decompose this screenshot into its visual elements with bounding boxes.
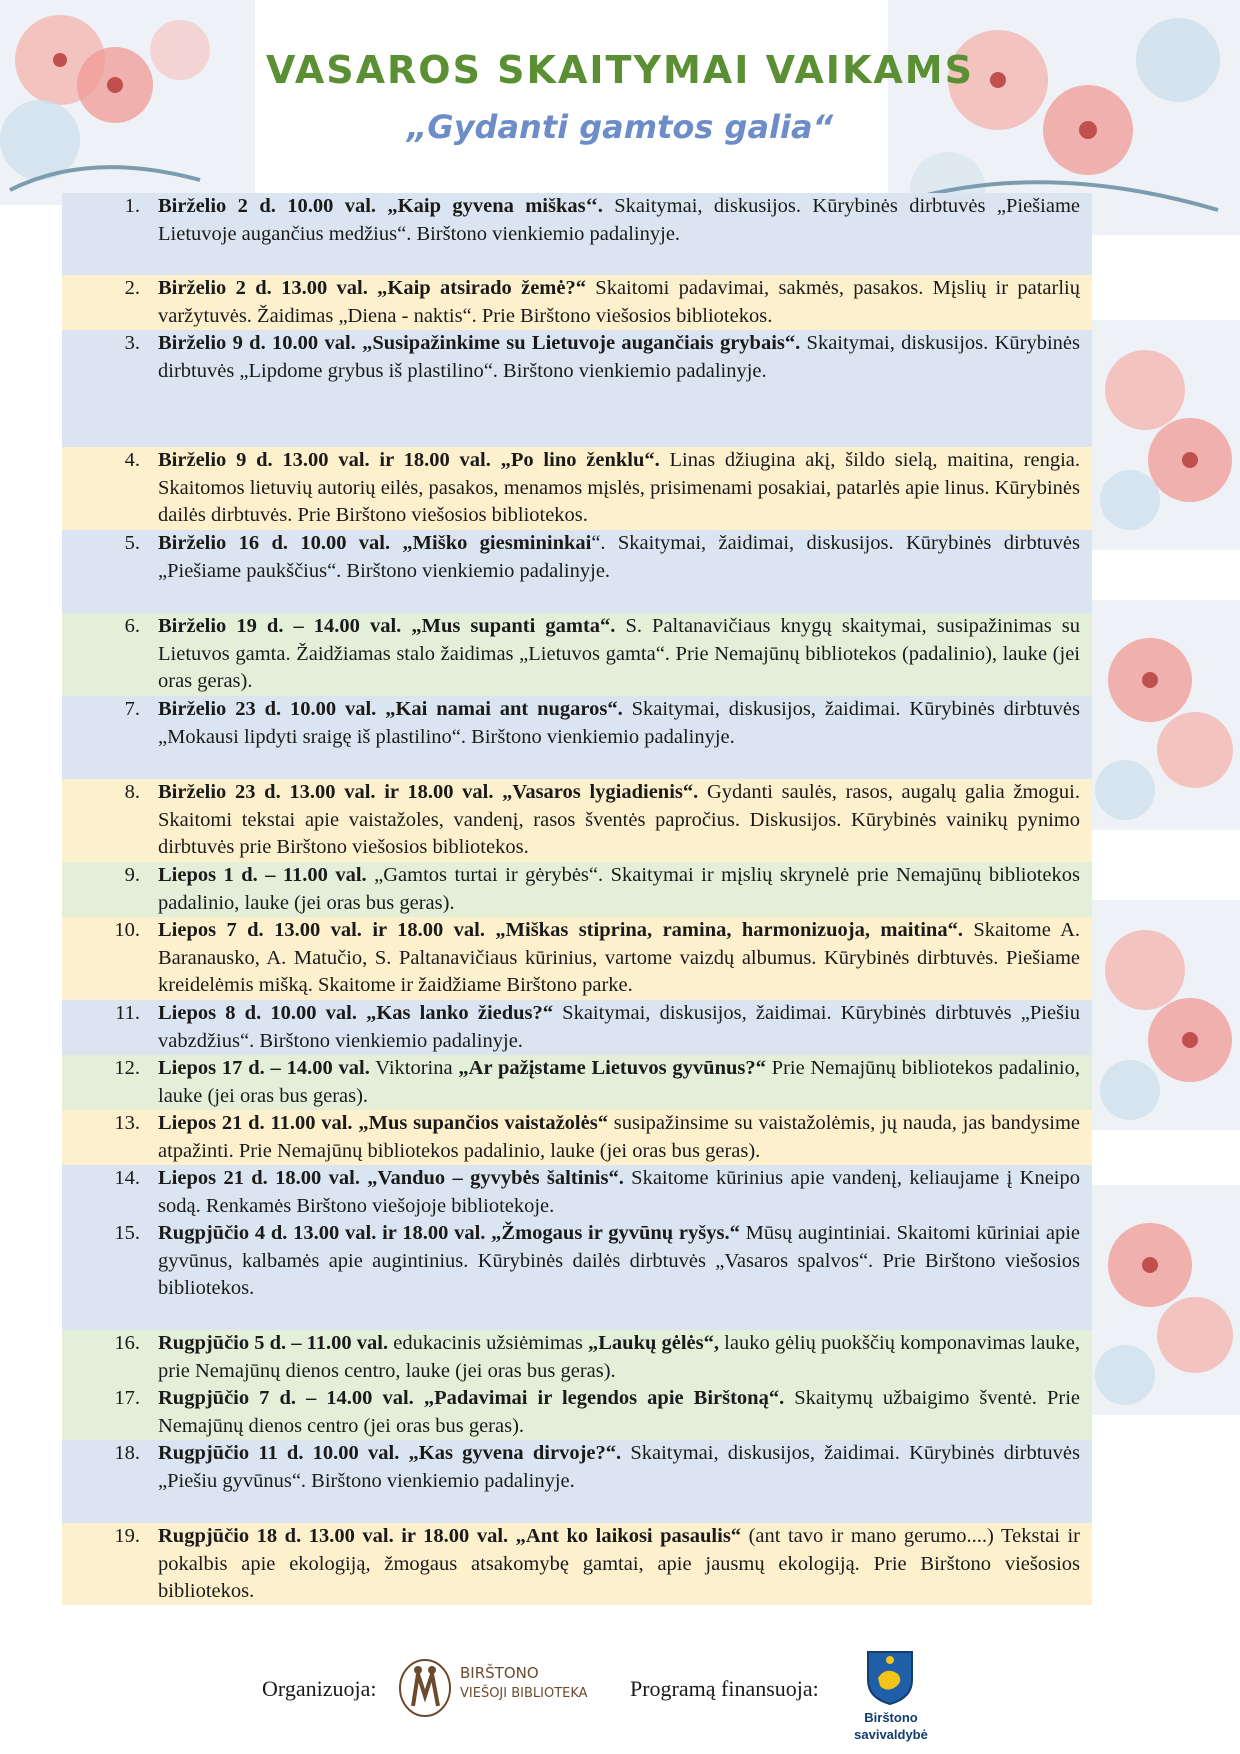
event-details: Linas džiugina akį, šildo sielą, maitina, rengia. Skaitomos lietuvių autorių eilės, pasakos, menamos mįslės, prisimenami posakiai, patarlės apie linus. Kūrybinės dailės dirbtuvės. Prie Birštono viešosios bibliotekos. [158,449,1080,526]
event-heading: Birželio 9 d. 10.00 val. „Susipažinkime su Lietuvoje augančiais grybais“. [158,332,801,354]
event-description [158,1110,1080,1165]
event-number: 3. [124,332,140,354]
event-number: 15. [114,1222,140,1244]
event-item [62,1110,1092,1165]
event-details: Mūsų augintiniai. Skaitomi kūriniai apie gyvūnus, kalbamės apie augintinius. Kūrybinės dailės dirbtuvės „Vasaros spalvos“. Prie Birštono viešosios bibliotekos. [158,1222,1081,1299]
event-details: Gydanti saulės, rasos, augalų galia žmogui. Skaitomi tekstai apie vaistažoles, vandenį, rasos šventės papročius. Diskusijos. Kūrybinės vainikų pynimo dirbtuvės prie Birštono viešosios bibliotekos. [158,781,1081,858]
event-item [62,1385,1092,1440]
event-item [62,330,1092,447]
municipality-logo [836,1648,946,1748]
event-item [62,779,1092,862]
event-heading: Birželio 23 d. 10.00 val. „Kai namai ant nugaros“. [158,698,623,720]
library-logo-subtitle: VIEŠOJI BIBLIOTEKA [460,1686,588,1701]
event-description [158,193,1080,248]
event-details: lauko gėlių puokščių komponavimas lauke, prie Nemajūnų dienos centro, lauke (jei oras bus geras). [158,1332,1081,1382]
event-number: 6. [124,615,140,637]
event-details: Skaitymai, diskusijos, žaidimai. Kūrybinės dirbtuvės „Mokausi lipdyti sraigę iš plastilino“. Birštono vienkiemio padalinyje. [158,698,1080,748]
event-heading: Birželio 16 d. 10.00 val. „Miško giesmininkai [158,532,592,554]
event-heading: Liepos 8 d. 10.00 val. „Kas lanko žiedus?“ [158,1002,554,1024]
event-item [62,530,1092,613]
event-description [158,862,1080,917]
event-details: Skaitymai, diskusijos, žaidimai. Kūrybinės dirbtuvės „Piešiu vabzdžius“. Birštono vienkiemio padalinyje. [158,1002,1080,1052]
event-description [158,1165,1080,1220]
page-subtitle: „Gydanti gamtos galia“ [406,108,834,146]
library-logo [398,1654,598,1724]
event-item [62,1055,1092,1110]
event-details: Skaitymų užbaigimo šventė. Prie Nemajūnų dienos centro (jei oras bus geras). [158,1387,1080,1437]
event-number: 9. [124,864,140,886]
event-heading: Liepos 21 d. 18.00 val. „Vanduo – gyvybės šaltinis“. [158,1167,624,1189]
event-details: susipažinsime su vaistažolėmis, jų nauda, jas bandysime atpažinti. Prie Nemajūnų bibliotekos padalinio, lauke (jei oras bus geras). [158,1112,1080,1162]
event-description [158,1220,1080,1303]
event-description [158,1523,1080,1606]
event-details: (ant tavo ir mano gerumo....) Tekstai ir pokalbis apie ekologiją, žmogaus atsakomybę gamtai, apie jausmų ekologiją. Prie Birštono viešosios bibliotekos. [158,1525,1080,1602]
event-description [158,330,1080,385]
event-heading: Birželio 23 d. 13.00 val. ir 18.00 val. „Vasaros lygiadienis“. [158,781,699,803]
funder-label: Programą finansuoja: [630,1676,819,1701]
event-details: “. Skaitymai, žaidimai, diskusijos. Kūrybinės dirbtuvės „Piešiame paukščius“. Birštono vienkiemio padalinyje. [158,532,1081,582]
event-item [62,1440,1092,1523]
event-description [158,1330,1080,1385]
page-title: VASAROS SKAITYMAI VAIKAMS [266,48,974,92]
event-description [158,447,1080,530]
event-number: 12. [114,1057,140,1079]
event-number: 8. [124,781,140,803]
event-heading: Birželio 2 d. 10.00 val. „Kaip gyvena miškas‘‘. [158,195,603,217]
event-description [158,1385,1080,1440]
event-number: 14. [114,1167,140,1189]
flower-decoration-right-4 [1090,1185,1240,1415]
event-details: Skaitymai, diskusijos, žaidimai. Kūrybinės dirbtuvės „Piešiu gyvūnus“. Birštono vienkiemio padalinyje. [158,1442,1080,1492]
event-details: Skaitome A. Baranausko, A. Matučio, S. Paltanavičiaus kūrinius, vartome vaizdų albumus. Kūrybinės dirbtuvės. Piešiame kreidelėmis mišką. Skaitome ir žaidžiame Birštono parke. [158,919,1081,996]
municipality-logo-subtitle: savivaldybė [854,1727,928,1742]
event-number: 5. [124,532,140,554]
event-details: Skaitymai, diskusijos. Kūrybinės dirbtuvės „Piešiame Lietuvoje augančius medžius“. Birštono vienkiemio padalinyje. [158,195,1080,245]
event-number: 10. [114,919,140,941]
organizer-label: Organizuoja: [262,1676,377,1701]
event-heading: Rugpjūčio 4 d. 13.00 val. ir 18.00 val. „Žmogaus ir gyvūnų ryšys.“ [158,1222,740,1244]
event-description [158,275,1080,330]
event-item [62,1220,1092,1330]
event-item [62,862,1092,917]
event-heading: „Ar pažįstame Lietuvos gyvūnus?“ [458,1057,766,1079]
event-item [62,917,1092,1000]
event-details: Skaitomi padavimai, sakmės, pasakos. Mįslių ir patarlių varžytuvės. Žaidimas „Diena - naktis“. Prie Birštono viešosios bibliotekos. [158,277,1080,327]
event-description [158,779,1080,862]
event-heading: Birželio 9 d. 13.00 val. ir 18.00 val. „Po lino ženklu“. [158,449,660,471]
event-heading: Rugpjūčio 11 d. 10.00 val. „Kas gyvena dirvoje?“. [158,1442,622,1464]
event-heading: Rugpjūčio 5 d. – 11.00 val. [158,1332,389,1354]
event-heading: Liepos 1 d. – 11.00 val. [158,864,367,886]
library-logo-name: BIRŠTONO [460,1664,539,1682]
event-number: 2. [124,277,140,299]
event-details: edukacinis užsiėmimas [388,1332,588,1354]
event-description [158,696,1080,751]
flower-decoration-right-1 [1090,320,1240,550]
event-item [62,613,1092,696]
event-number: 13. [114,1112,140,1134]
event-heading: Birželio 19 d. – 14.00 val. „Mus supanti gamta“. [158,615,616,637]
event-heading: Liepos 21 d. 11.00 val. „Mus supančios vaistažolės“ [158,1112,608,1134]
footer [0,1648,1240,1748]
event-item [62,447,1092,530]
event-item [62,696,1092,779]
event-item [62,1330,1092,1385]
event-heading: Birželio 2 d. 13.00 val. „Kaip atsirado žemė?“ [158,277,586,299]
event-description [158,917,1080,1000]
flower-decoration-right-3 [1090,900,1240,1130]
event-description [158,530,1080,585]
event-item [62,1165,1092,1220]
event-details: „Gamtos turtai ir gėrybės“. Skaitymai ir mįslių skrynelė prie Nemajūnų bibliotekos padalinio, lauke (jei oras bus geras). [158,864,1080,914]
event-number: 18. [114,1442,140,1464]
event-description [158,1440,1080,1495]
event-number: 4. [124,449,140,471]
municipality-logo-name: Birštono [864,1710,918,1725]
event-description [158,613,1080,696]
event-number: 7. [124,698,140,720]
event-item [62,193,1092,275]
event-number: 16. [114,1332,140,1354]
flower-decoration-right-2 [1090,600,1240,830]
event-details: Prie Nemajūnų bibliotekos padalinio, lauke (jei oras bus geras). [158,1057,1081,1107]
event-heading: Rugpjūčio 18 d. 13.00 val. ir 18.00 val. „Ant ko laikosi pasaulis“ [158,1525,742,1547]
event-item [62,275,1092,330]
event-description [158,1055,1080,1110]
event-number: 19. [114,1525,140,1547]
event-heading: Liepos 7 d. 13.00 val. ir 18.00 val. „Miškas stiprina, ramina, harmonizuoja, maitina“. [158,919,963,941]
event-item [62,1000,1092,1055]
event-details: S. Paltanavičiaus knygų skaitymai, susipažinimas su Lietuvos gamta. Žaidžiamas stalo žaidimas „Lietuvos gamta“. Prie Nemajūnų bibliotekos (padalinio), lauke (jei oras geras). [158,615,1080,692]
event-heading: Liepos 17 d. – 14.00 val. [158,1057,370,1079]
event-number: 11. [115,1002,140,1024]
event-number: 1. [124,195,140,217]
event-details: Skaitome kūrinius apie vandenį, keliaujame į Kneipo sodą. Renkamės Birštono viešojoje bibliotekoje. [158,1167,1080,1217]
event-heading: Rugpjūčio 7 d. – 14.00 val. „Padavimai ir legendos apie Birštoną“. [158,1387,785,1409]
event-list [62,193,1092,1605]
event-number: 17. [114,1387,140,1409]
flower-decoration-top-left [0,0,255,205]
event-item [62,1523,1092,1605]
event-description [158,1000,1080,1055]
event-heading: „Laukų gėlės“, [588,1332,720,1354]
event-details: Skaitymai, diskusijos. Kūrybinės dirbtuvės „Lipdome grybus iš plastilino“. Birštono vienkiemio padalinyje. [158,332,1080,382]
event-details: Viktorina [369,1057,459,1079]
